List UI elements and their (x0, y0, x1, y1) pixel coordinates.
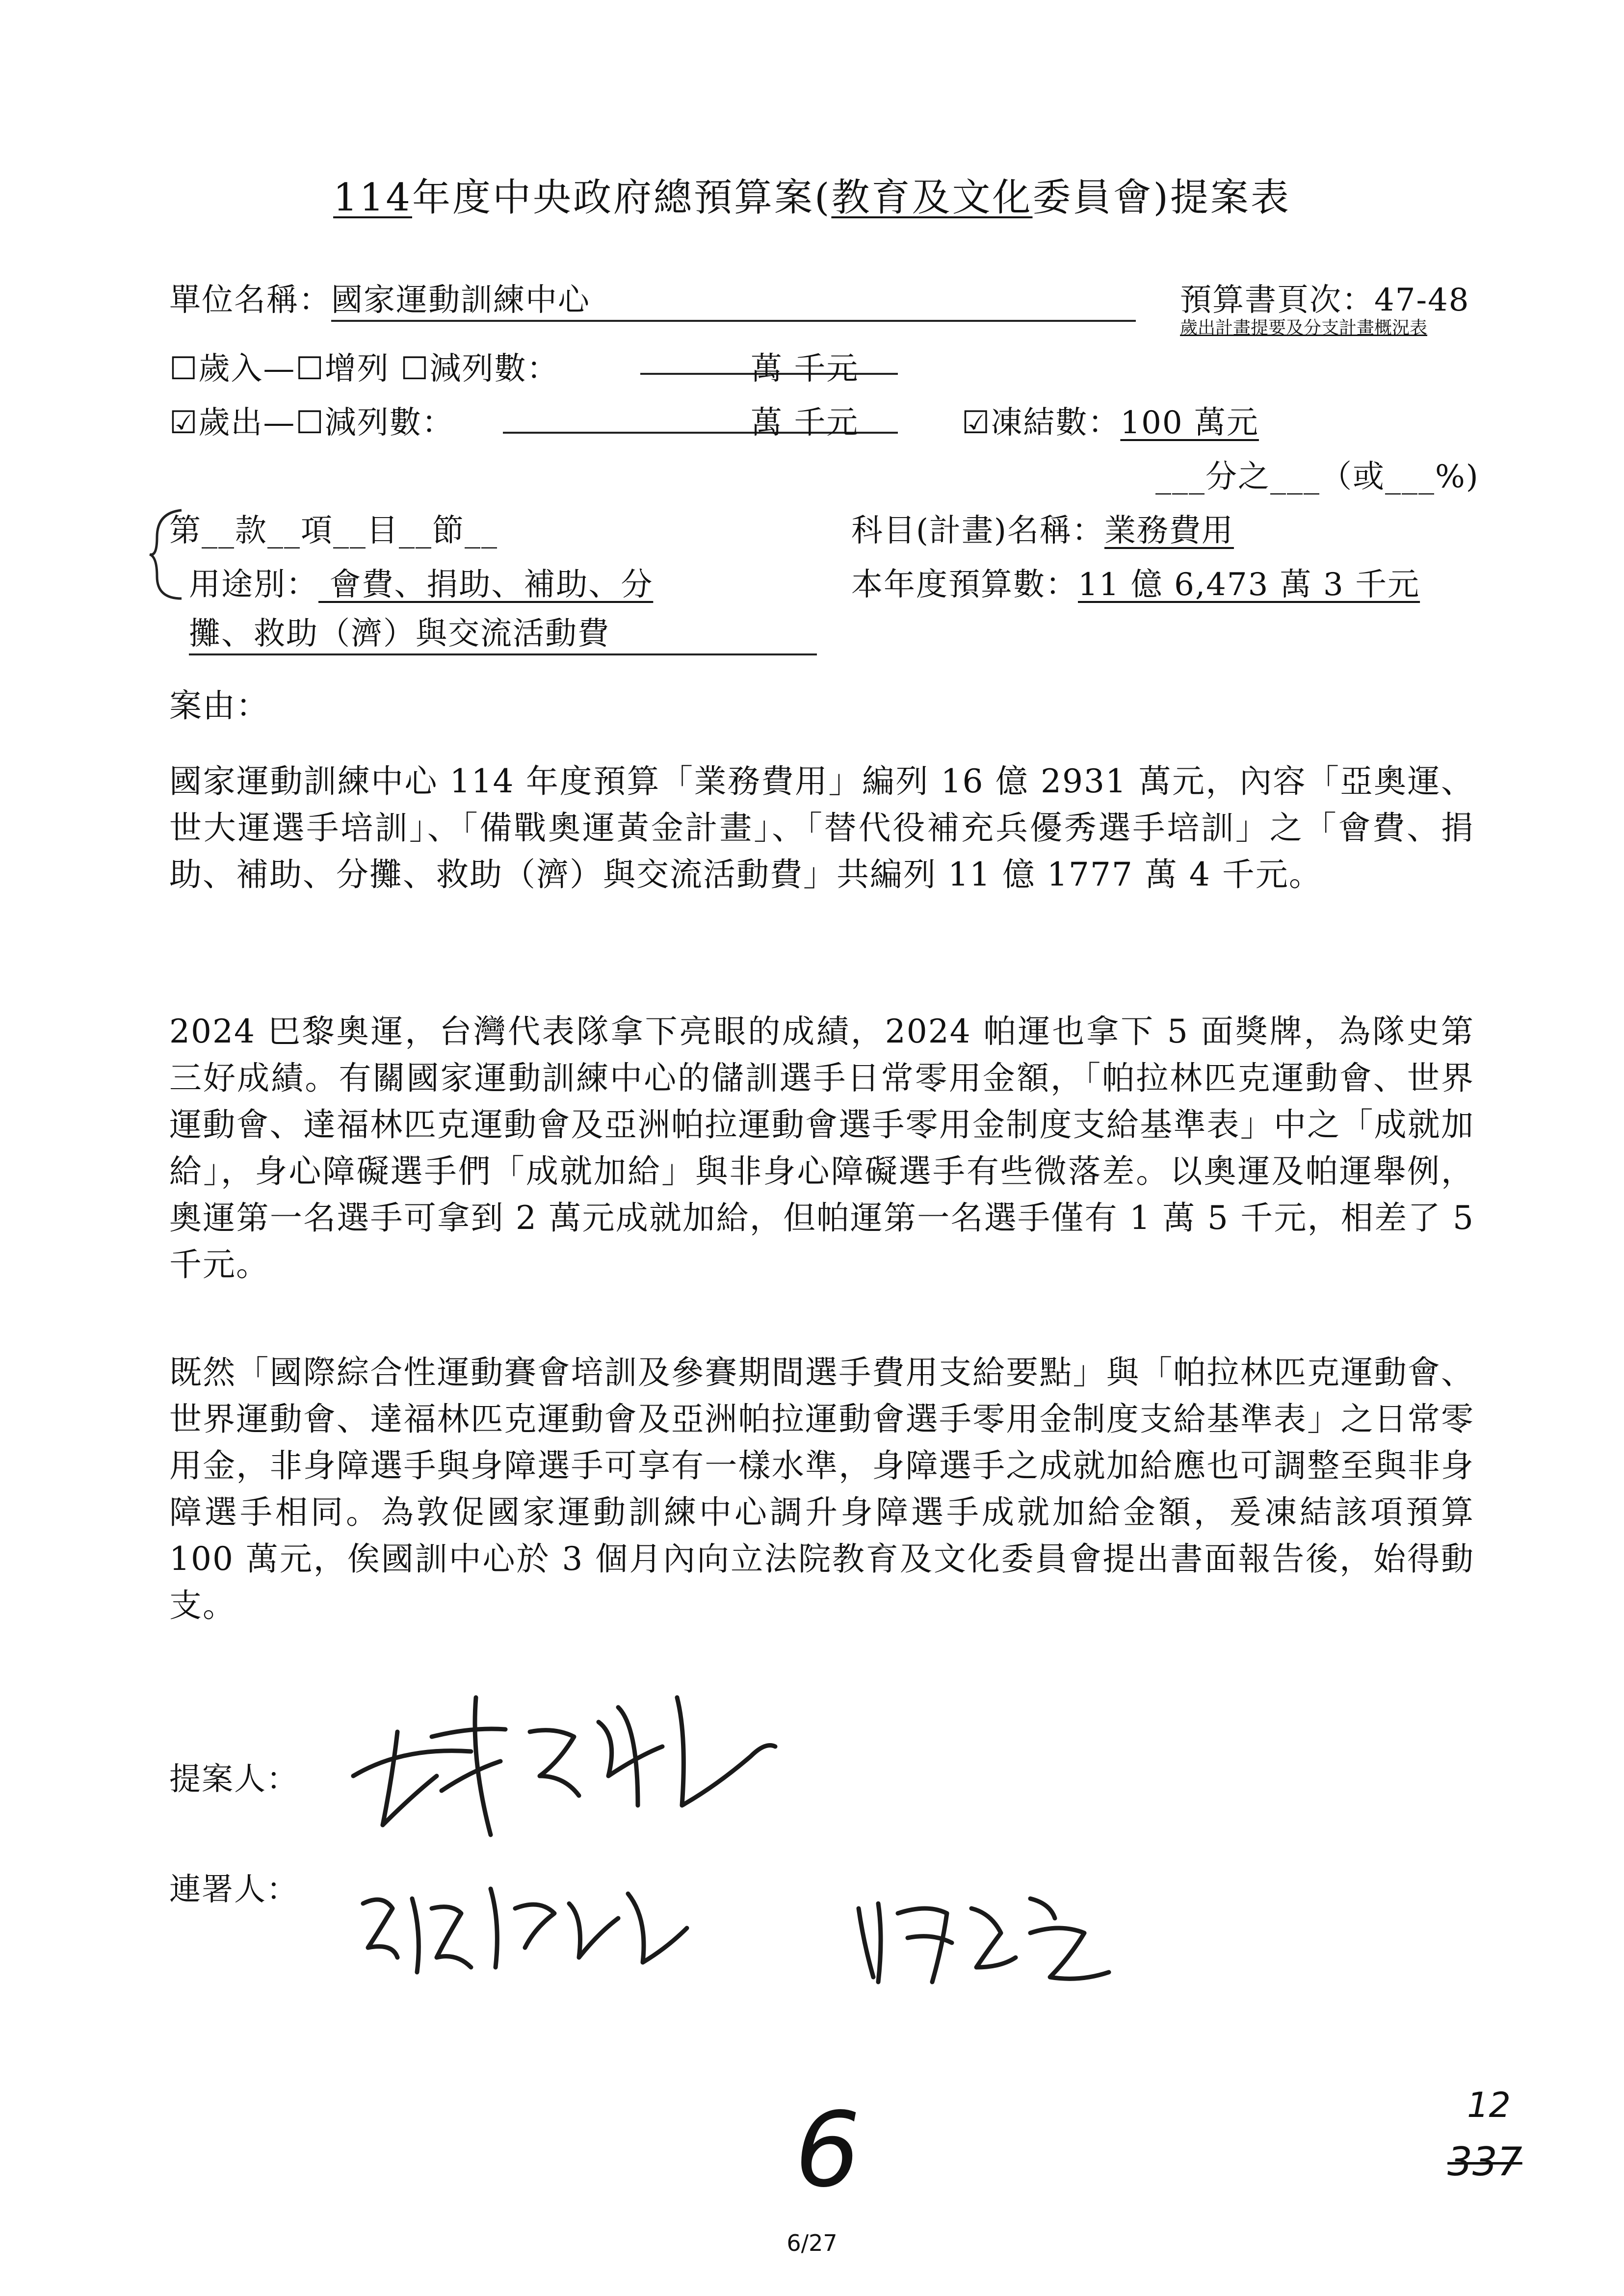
corner-old-number: 337 (1447, 2139, 1522, 2185)
paragraph-2: 2024 巴黎奧運，台灣代表隊拿下亮眼的成績，2024 帕運也拿下 5 面獎牌，為隊史第三好成績。有關國家運動訓練中心的儲訓選手日常零用金額，「帕拉林匹克運動會、世界運動會、達福林匹克運動會及亞洲帕拉運動會選手零用金制度支給基準表」中之「成就加給」，身心障礙選手們「成就加給」與非身心障礙選手有些微落差。以奧運及帕運舉例，奧運第一名選手可拿到 2 萬元成就加給，但帕運第一名選手僅有 1 萬 5 千元，相差了 5 千元。 (169, 1013, 1474, 1283)
revenue-row (169, 343, 559, 389)
subject-value: 業務費用 (1104, 513, 1234, 549)
usage-row (189, 559, 653, 604)
subject-label: 科目(計畫)名稱： (851, 513, 1104, 549)
freeze-label: ☑凍結數： (962, 405, 1121, 441)
corner-new-number: 12 (1467, 2085, 1511, 2125)
fraction-row: ___分之___（或___%) (1155, 459, 1479, 495)
paragraph-1: 國家運動訓練中心 114 年度預算「業務費用」編列 16 億 2931 萬元，內容「亞奧運、世大運選手培訓」、「備戰奧運黃金計畫」、「替代役補充兵優秀選手培訓」之「會費、捐助、補助、分攤、救助（濟）與交流活動費」共編列 11 億 1777 萬 4 千元。 (169, 762, 1474, 893)
page-ref-label: 預算書頁次： (1180, 282, 1374, 318)
reason-label: 案由： (169, 687, 269, 725)
item-sections: 第__款__項__目__節__ (169, 513, 498, 549)
page-footer: 6/27 (786, 2230, 838, 2256)
expense-unit: 萬 千元 (751, 405, 859, 441)
usage-value-1: 會費、捐助、補助、分 (318, 567, 654, 603)
cosigner-signature-2 (844, 1884, 1119, 1997)
usage-label: 用途別： (189, 567, 318, 603)
cosigner-label: 連署人： (169, 1872, 299, 1908)
title-part2: 委員會)提案表 (1032, 176, 1291, 220)
unit-label: 單位名稱： (169, 282, 331, 318)
usage-value-2: 攤、救助（濟）與交流活動費 (189, 608, 817, 655)
page-title (0, 167, 1624, 222)
proposer-signature (343, 1678, 785, 1840)
cosigner-signature-1 (353, 1874, 697, 1987)
subject-row (851, 505, 1234, 550)
budget-page-ref (1180, 275, 1470, 320)
freeze-value: 100 萬元 (1120, 405, 1259, 441)
unit-value: 國家運動訓練中心 (331, 275, 1136, 322)
budget-value: 11 億 6,473 萬 3 千元 (1078, 567, 1420, 603)
expense-label: ☑歲出—☐減列數： (169, 405, 454, 441)
paragraph-3: 既然「國際綜合性運動賽會培訓及參賽期間選手費用支給要點」與「帕拉林匹克運動會、世界運動會、達福林匹克運動會及亞洲帕拉運動會選手零用金制度支給基準表」之日常零用金，非身障選手與身障選手可享有一樣水準，身障選手之成就加給應也可調整至與非身障選手相同。為敦促國家運動訓練中心調升身障選手成就加給金額，爰凍結該項預算 100 萬元，俟國訓中心於 3 個月內向立法院教育及文化委員會提出書面報告後，始得動支。 (169, 1354, 1474, 1624)
freeze-row (962, 397, 1259, 443)
revenue-unit: 萬 千元 (751, 351, 859, 387)
handwritten-page-number: 6 (795, 2090, 861, 2210)
title-committee: 教育及文化 (831, 176, 1033, 220)
revenue-label: ☐歲入—☐增列 ☐減列數： (169, 351, 559, 387)
proposer-label: 提案人： (169, 1761, 299, 1798)
usage-line-2 (189, 608, 817, 655)
unit-row (169, 275, 1136, 322)
budget-row (851, 559, 1420, 604)
page-ref-value: 47-48 (1374, 282, 1470, 318)
budget-label: 本年度預算數： (851, 567, 1078, 603)
page-ref-note: 歲出計畫提要及分支計畫概況表 (1180, 318, 1428, 338)
title-year: 114 (333, 176, 412, 220)
title-part1: 年度中央政府總預算案( (412, 176, 832, 220)
